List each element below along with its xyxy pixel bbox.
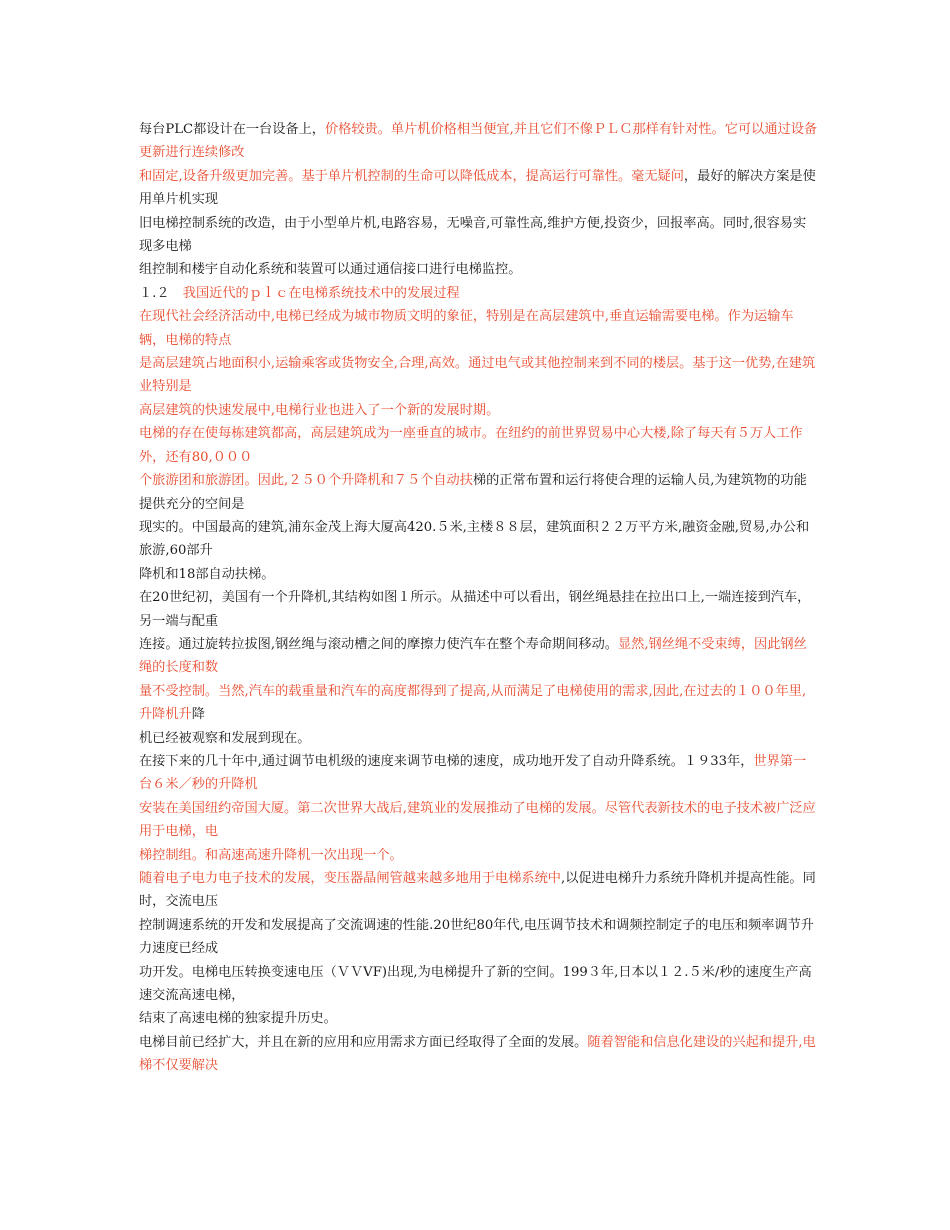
paragraph	[139, 165, 819, 212]
body-text: 在接下来的几十年中,通过调节电机级的速度来调节电梯的速度，成功地开发了自动升降系统。１９33年，	[139, 753, 754, 769]
highlighted-text: 安装在美国纽约帝国大厦。第二次世界大战后,建筑业的发展推动了电梯的发展。尽管代表新技术的电子技术被广泛应用于电梯，电	[139, 800, 816, 840]
body-text: 机已经被观察和发展到现在。	[139, 730, 311, 746]
document-body	[139, 118, 819, 1078]
paragraph	[139, 118, 819, 165]
body-text: 结束了高速电梯的独家提升历史。	[139, 1011, 337, 1027]
highlighted-text: 电梯的存在使每栋建筑都高，高层建筑成为一座垂直的城市。在纽约的前世界贸易中心大楼,除了每天有５万人工作外，还有80,０００	[139, 426, 803, 465]
highlighted-text: 个旅游团和旅游团。因此,２５０个升降机和７５个自动扶	[139, 473, 473, 489]
paragraph	[139, 282, 819, 305]
paragraph	[139, 680, 819, 727]
paragraph	[139, 844, 819, 867]
body-text: ，最好的解决方案是使用单片机实现	[139, 168, 816, 208]
body-text: 降	[191, 707, 205, 723]
paragraph	[139, 1007, 819, 1030]
body-text: 控制调速系统的开发和发展提高了交流调速的性能.20世纪80年代,电压调节技术和调频控制定子的电压和频率调节升力速度已经成	[139, 917, 814, 957]
paragraph	[139, 797, 819, 844]
paragraph	[139, 399, 819, 422]
highlighted-text: 世界第一台６米／秒的升降机	[139, 753, 807, 793]
paragraph	[139, 727, 819, 750]
body-text: 梯的正常布置和运行将使合理的运输人员,为建筑物的功能提供充分的空间是	[139, 473, 807, 512]
paragraph	[139, 516, 819, 563]
highlighted-text: 梯控制组。和高速高速升降机一次出现一个。	[139, 847, 403, 863]
body-text: 连接。通过旋转拉拔图,钢丝绳与滚动槽之间的摩擦力使汽车在整个寿命期间移动。	[139, 636, 618, 652]
paragraph	[139, 563, 819, 586]
body-text: 每台PLC都设计在一台设备上，	[139, 122, 325, 137]
highlighted-text: 随着电子电力电子技术的发展，变压器晶闸管越来越多地用于电梯系统中	[139, 871, 561, 886]
paragraph	[139, 961, 819, 1008]
paragraph	[139, 258, 819, 281]
body-text: 组控制和楼宇自动化系统和装置可以通过通信接口进行电梯监控。	[139, 262, 522, 278]
paragraph	[139, 305, 819, 352]
highlighted-text: 价格较贵。单片机价格相当便宜,并且它们不像ＰＬＣ那样有针对性。它可以通过设备更新进行连续修改	[139, 122, 818, 161]
highlighted-text: 和固定,设备升级更加完善。基于单片机控制的生命可以降低成本，提高运行可靠性。毫无疑问	[139, 168, 684, 184]
body-text: １.２	[139, 285, 183, 301]
paragraph	[139, 586, 819, 633]
paragraph	[139, 633, 819, 680]
paragraph	[139, 469, 819, 516]
paragraph	[139, 1031, 819, 1078]
highlighted-text: 在现代社会经济活动中,电梯已经成为城市物质文明的象征，特别是在高层建筑中,垂直运输需要电梯。作为运输车辆，电梯的特点	[139, 309, 794, 348]
paragraph	[139, 352, 819, 399]
highlighted-text: 随着智能和信息化建设的兴起和提升,电梯不仅要解决	[139, 1034, 816, 1074]
paragraph	[139, 914, 819, 961]
body-text: 现实的。中国最高的建筑,浦东金茂上海大厦高420.５米,主楼８８层，建筑面积２２万平方米,融资金融,贸易,办公和旅游,60部升	[139, 519, 810, 559]
highlighted-text: 显然,钢丝绳不受束缚，因此钢丝绳的长度和数	[139, 636, 807, 676]
paragraph	[139, 422, 819, 469]
paragraph	[139, 867, 819, 914]
body-text: ,以促进电梯升力系统升降机并提高性能。同时，交流电压	[139, 871, 816, 910]
body-text: 旧电梯控制系统的改造，由于小型单片机,电路容易，无噪音,可靠性高,维护方便,投资少，回报率高。同时,很容易实现多电梯	[139, 215, 807, 255]
body-text: 功开发。电梯电压转换变速电压（ＶＶVF)出现,为电梯提升了新的空间。199３年,日本以１２.５米/秒的速度生产高速交流高速电梯，	[139, 964, 812, 1004]
body-text: 电梯目前已经扩大，并且在新的应用和应用需求方面已经取得了全面的发展。	[139, 1034, 588, 1050]
body-text: 降机和18部自动扶梯。	[139, 566, 275, 582]
paragraph	[139, 750, 819, 797]
body-text: 在20世纪初，美国有一个升降机,其结构如图１所示。从描述中可以看出，钢丝绳悬挂在拉出口上,一端连接到汽车，另一端与配重	[139, 590, 811, 629]
paragraph	[139, 212, 819, 259]
highlighted-text: 是高层建筑占地面积小,运输乘客或货物安全,合理,高效。通过电气或其他控制来到不同的楼层。基于这一优势,在建筑业特别是	[139, 356, 816, 395]
highlighted-text: 量不受控制。当然,汽车的载重量和汽车的高度都得到了提高,从而满足了电梯使用的需求,因此,在过去的１００年里,升降机升	[139, 683, 807, 723]
highlighted-text: 高层建筑的快速发展中,电梯行业也进入了一个新的发展时期。	[139, 402, 500, 418]
highlighted-text: 我国近代的ｐｌｃ在电梯系统技术中的发展过程	[182, 285, 460, 301]
